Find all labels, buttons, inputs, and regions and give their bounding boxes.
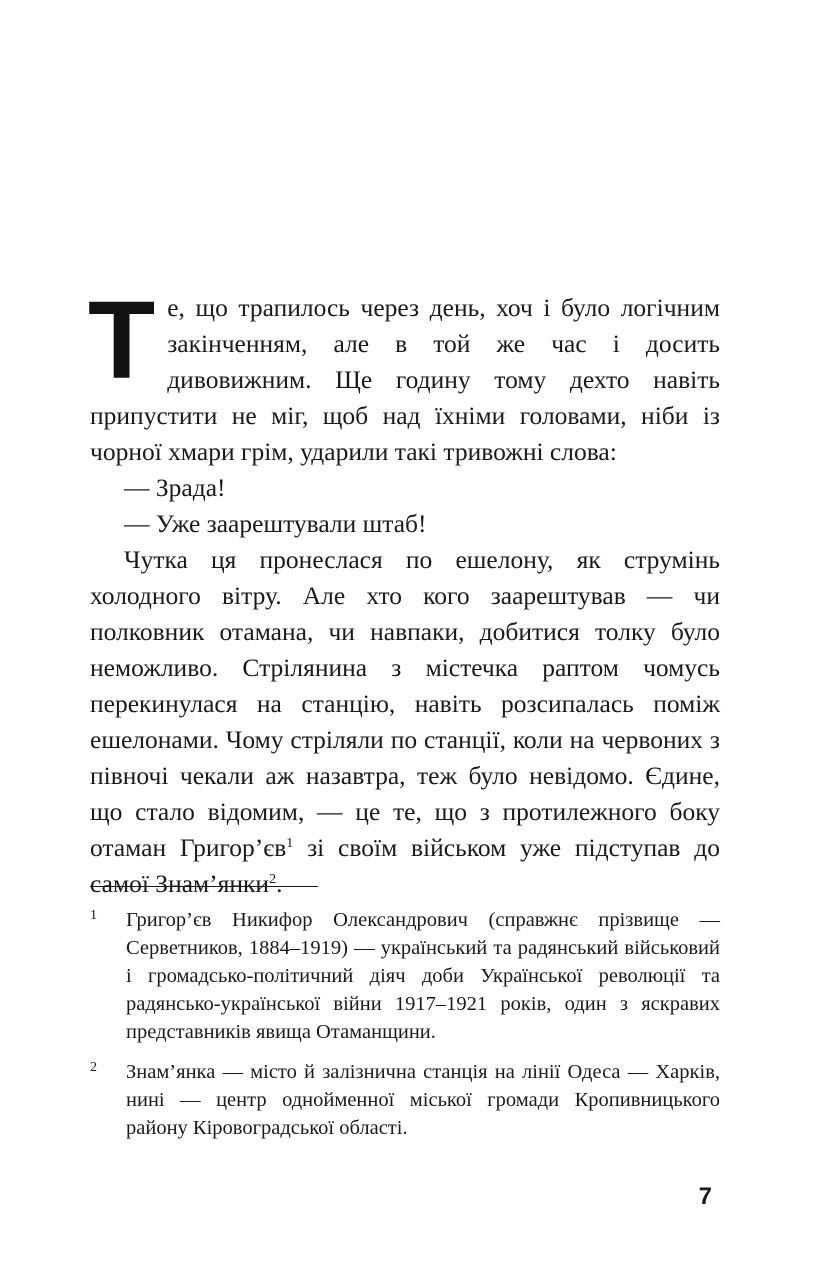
dialog-line-2: — Уже заарештували штаб! xyxy=(124,509,427,538)
paragraph-2-text-a: Чутка ця пронеслася по ешелону, як струмінь холодного вітру. Але хто кого заарештував — чи полковник отамана, чи навпаки, добитися толку було неможливо. Стрілянина з містечка раптом чомусь перекинулася на станцію, навіть розсипалась поміж ешелонами. Чому стріляли по станції, коли на червоних з півночі чекали аж назавтра, теж було невідомо. Єдине, що стало відомим, — це те, що з протилежного боку отаман Григор’єв xyxy=(90,545,720,862)
drop-cap: Т xyxy=(88,279,156,402)
footnote-mark-2: 2 xyxy=(90,1060,97,1075)
main-text xyxy=(88,279,720,902)
paragraph-2-text-c: . xyxy=(276,869,283,898)
paragraph-1-text: е, що трапилось через день, хоч і було логічним закінченням, але в той же час і досить дивовижним. Ще годину тому дехто навіть припустити не міг, щоб над їхніми головами, ніби із чорної хмари грім, ударили такі тривожні слова: xyxy=(90,293,720,466)
page-number: 7 xyxy=(698,1183,712,1210)
paragraph-2 xyxy=(90,542,720,902)
footnote-divider xyxy=(90,886,318,887)
footnote-mark-1: 1 xyxy=(90,908,97,923)
footnote-ref-1[interactable]: 1 xyxy=(286,836,294,851)
footnotes xyxy=(90,906,720,1154)
footnote-2 xyxy=(90,1058,720,1142)
paragraph-1 xyxy=(88,279,720,470)
footnote-1 xyxy=(90,906,720,1046)
footnote-text-1: Григор’єв Никифор Олександрович (справжнє прізвище — Серветников, 1884–1919) — український та радянський військовий і громадсько-політичний діяч доби Української революції та радянсько-української війни 1917–1921 років, один з яскравих представників явища Отаманщини. xyxy=(126,909,720,1043)
paragraph-2-text-b: зі своїм військом уже підступав до самої Знам’янки xyxy=(90,833,720,898)
dialog-line-1: — Зрада! xyxy=(124,473,226,502)
footnote-ref-2[interactable]: 2 xyxy=(269,872,277,887)
footnote-text-2: Знам’янка — місто й залізнична станція на лінії Одеса — Харків, нині — центр однойменної міської громади Кропивницького району Кіровоградської області. xyxy=(126,1061,720,1139)
